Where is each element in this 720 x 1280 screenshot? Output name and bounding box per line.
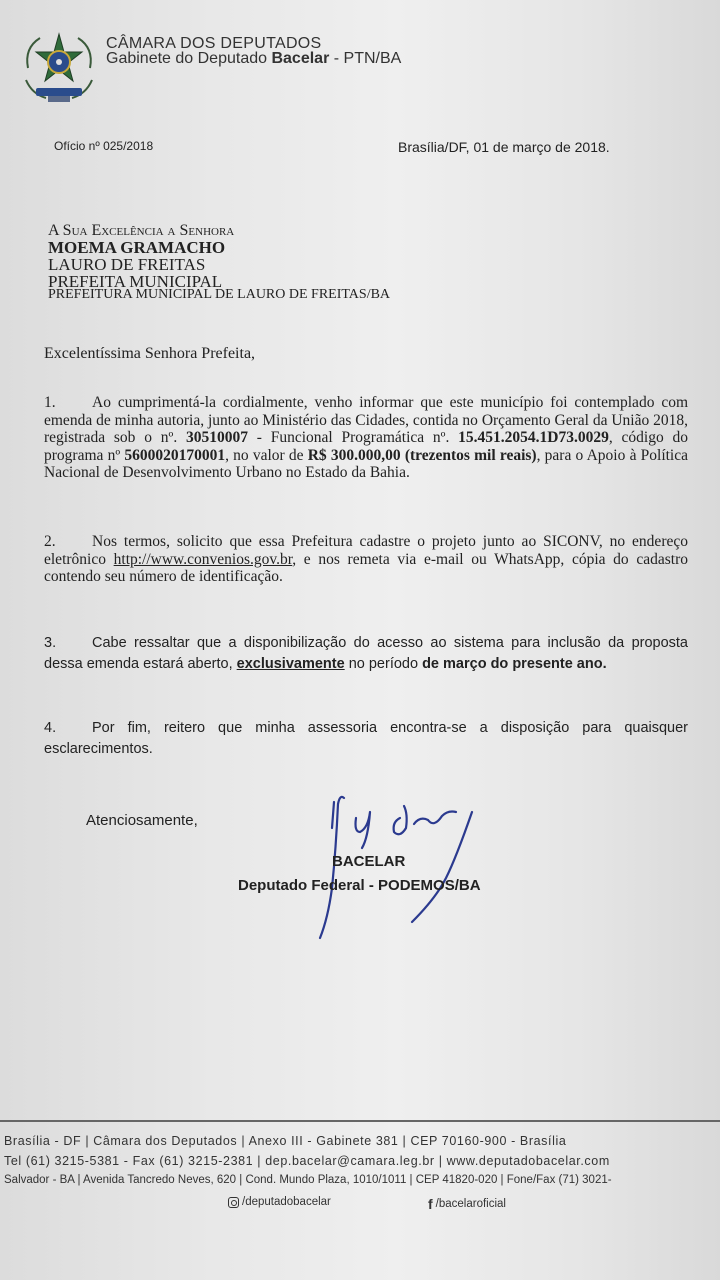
- paragraph-number: 4.: [44, 720, 57, 736]
- closing: Atenciosamente,: [86, 812, 198, 829]
- paragraph-text: Nos termos, solicito que essa Prefeitura cadastre o projeto junto ao SICONV, no endereço eletrônico: [44, 533, 688, 568]
- facebook-icon: f: [428, 1196, 433, 1212]
- paragraph-1: [44, 394, 688, 482]
- greeting: Excelentíssima Senhora Prefeita,: [44, 345, 256, 362]
- paragraph-text: - Funcional Programática nº.: [247, 429, 459, 446]
- signer-name: BACELAR: [332, 853, 406, 870]
- header-office-prefix: Gabinete do Deputado: [106, 50, 272, 67]
- footer-address-brasilia: Brasília - DF | Câmara dos Deputados | Anexo III - Gabinete 381 | CEP 70160-900 - Brasília: [4, 1134, 567, 1148]
- paragraph-text: no período: [344, 656, 423, 672]
- program-code: 5600020170001: [124, 446, 226, 464]
- paragraph-4: [44, 718, 688, 760]
- header-office-name: Bacelar: [271, 50, 330, 67]
- paragraph-text: Cabe ressaltar que a disponibilização do acesso ao sistema para inclusão da proposta dessa emenda estará aberto,: [44, 635, 688, 672]
- recipient-office: PREFEITA MUNICIPAL: [48, 272, 223, 291]
- letter-date: Brasília/DF, 01 de março de 2018.: [398, 139, 610, 155]
- paragraph-number: 3.: [44, 635, 57, 651]
- recipient-salutation: A Sua Excelência a Senhora: [48, 222, 235, 239]
- paragraph-2: [44, 533, 688, 586]
- emphasis-exclusively: exclusivamente: [236, 656, 345, 672]
- header-office: [106, 50, 401, 68]
- paragraph-text: , e nos remeta via e-mail ou WhatsApp, cópia do cadastro contendo seu número de identificação.: [44, 550, 688, 585]
- header-institution: CÂMARA DOS DEPUTADOS: [106, 35, 322, 52]
- facebook-handle[interactable]: [428, 1196, 506, 1212]
- paragraph-text: , no valor de: [225, 446, 308, 464]
- instagram-handle-text: /deputadobacelar: [242, 1196, 331, 1208]
- instagram-handle[interactable]: [228, 1196, 331, 1208]
- paragraph-text: Por fim, reitero que minha assessoria encontra-se a disposição para quaisquer esclarecimentos.: [44, 720, 688, 757]
- recipient-name: MOEMA GRAMACHO: [48, 238, 226, 257]
- letter-reference-number: Ofício nº 025/2018: [54, 139, 154, 153]
- footer-address-salvador: Salvador - BA | Avenida Tancredo Neves, 620 | Cond. Mundo Plaza, 1010/1011 | CEP 41820-020 | Fone/Fax (71) 3021-: [4, 1174, 612, 1186]
- recipient-organization: PREFEITURA MUNICIPAL DE LAURO DE FREITAS/BA: [48, 287, 391, 302]
- amount-value: R$ 300.000,00 (trezentos mil reais): [307, 446, 537, 464]
- brazil-coat-of-arms-icon: [18, 28, 100, 108]
- signer-title: Deputado Federal - PODEMOS/BA: [238, 877, 481, 894]
- instagram-icon: [228, 1197, 239, 1208]
- header-office-suffix: - PTN/BA: [329, 50, 402, 67]
- facebook-handle-text: /bacelaroficial: [435, 1198, 506, 1210]
- recipient-city: LAURO DE FREITAS: [48, 255, 206, 274]
- paragraph-number: 2.: [44, 533, 56, 550]
- deadline-period: de março do presente ano.: [422, 656, 607, 672]
- footer-contact: Tel (61) 3215-5381 - Fax (61) 3215-2381 | dep.bacelar@camara.leg.br | www.deputadobacelar.com: [4, 1154, 610, 1168]
- siconv-link[interactable]: http://www.convenios.gov.br: [113, 550, 293, 568]
- registration-number: 30510007: [185, 429, 248, 446]
- paragraph-number: 1.: [44, 394, 56, 411]
- paragraph-3: [44, 633, 688, 675]
- paragraph-text: , código do programa nº: [44, 429, 689, 464]
- footer-divider: [0, 1120, 720, 1122]
- paragraph-text: , para o Apoio à Política Nacional de Desenvolvimento Urbano no Estado da Bahia.: [44, 446, 688, 481]
- paragraph-text: Ao cumprimentá-la cordialmente, venho informar que este município foi contemplado com emenda de minha autoria, junto ao Ministério das Cidades, contida no Orçamento Geral da União 2018, registrada sob o nº.: [44, 394, 688, 446]
- programmatic-number: 15.451.2054.1D73.0029: [458, 429, 609, 446]
